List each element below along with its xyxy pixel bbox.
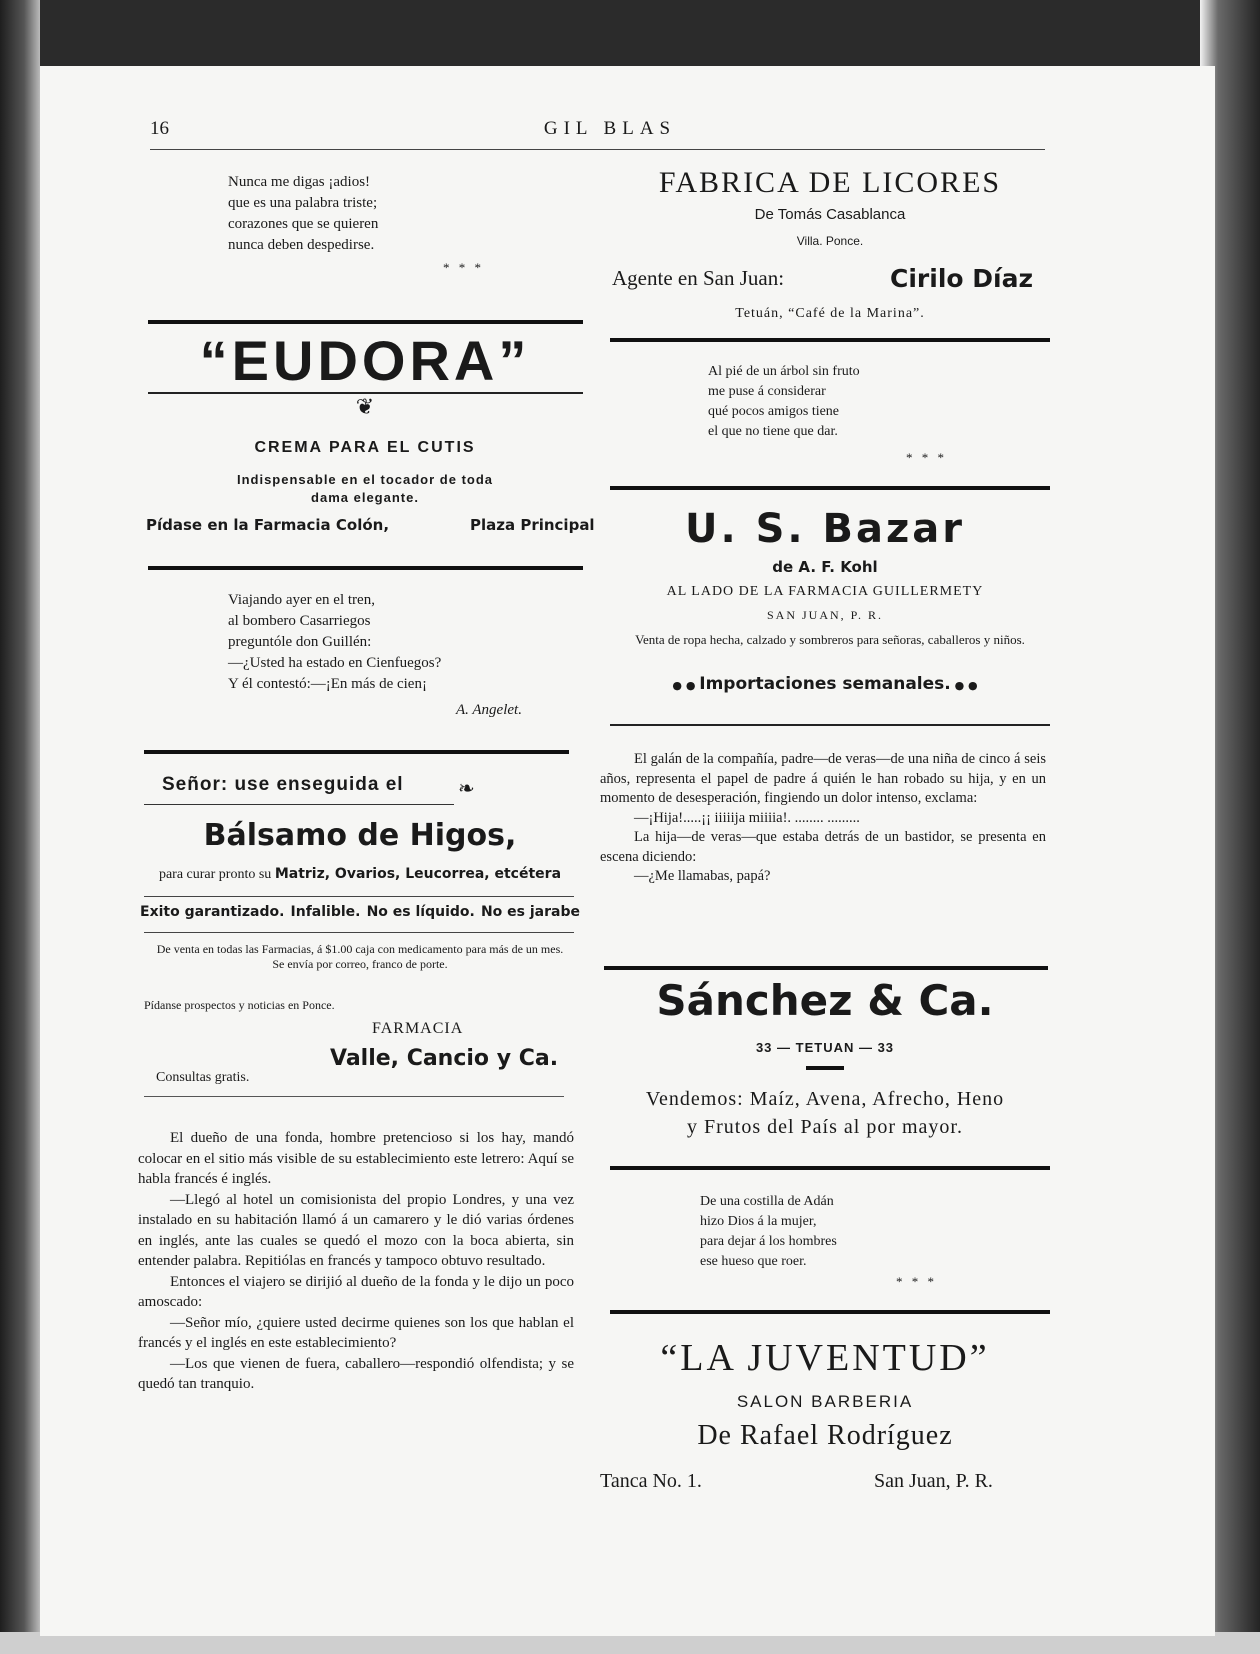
section-stars: * * *	[443, 260, 484, 275]
sanchez-line: y Frutos del País al por mayor.	[687, 1116, 963, 1138]
magazine-page	[40, 66, 1215, 1636]
anecdote-paragraph: La hija—de veras—que estaba detrás de un bastidor, se presenta en escena diciendo:	[600, 829, 1046, 865]
bazar-desc: Venta de ropa hecha, calzado y sombreros para señoras, caballeros y niños.	[635, 632, 1025, 647]
story-fonda	[138, 1128, 574, 1395]
bullet-icon: ● ●	[950, 679, 978, 692]
verse-line: Nunca me digas ¡adios!	[228, 174, 371, 190]
poem-adan	[700, 1192, 1020, 1272]
divider-rule	[610, 338, 1050, 342]
divider-rule	[144, 1096, 564, 1097]
verse-line: Al pié de un árbol sin fruto	[708, 364, 860, 379]
ornament-dash	[806, 1066, 844, 1070]
story-paragraph: —Los que vienen de fuera, caballero—respondió olfendista; y se quedó tan tranquio.	[138, 1355, 574, 1392]
section-stars: * * *	[896, 1274, 937, 1289]
verse-line: que es una palabra triste;	[228, 195, 378, 211]
balsamo-sale: De venta en todas las Farmacias, á $1.00 caja con medicamento para más de un mes. Se envía por correo, franco de porte.	[156, 942, 564, 971]
story-paragraph: —Llegó al hotel un comisionista del propio Londres, y una vez instalado en su habitación llamó á un camarero y le dió varias órdenes en inglés, ante las cuales se quedó el mozo con la boca abierta, sin entender palabra. Repitiólas en francés y tampoco obtuvo resultado.	[138, 1191, 574, 1269]
purpose-text: para curar pronto su	[158, 867, 272, 882]
claim: Exito garantizado.	[140, 904, 285, 920]
juventud-address: Tanca No. 1.	[600, 1470, 702, 1492]
scan-left-edge	[0, 0, 40, 1654]
poem-author: A. Angelet.	[456, 702, 522, 718]
anecdote-paragraph: —¿Me llamabas, papá?	[634, 868, 771, 884]
imports-text: Importaciones semanales.	[699, 674, 951, 694]
divider-rule	[144, 896, 574, 897]
poem-tren	[228, 590, 568, 695]
poem-arbol	[708, 362, 1028, 442]
eudora-where: Pídase en la Farmacia Colón,	[146, 516, 390, 534]
verse-line: De una costilla de Adán	[700, 1194, 834, 1209]
flourish-icon: ❧	[458, 778, 475, 800]
sanchez-address: 33 — TETUAN — 33	[755, 1040, 895, 1055]
balsamo-name: Bálsamo de Higos,	[203, 818, 517, 853]
section-stars: * * *	[906, 450, 947, 465]
eudora-title: “EUDORA”	[199, 329, 531, 392]
story-paragraph: El dueño de una fonda, hombre pretencioso si los hay, mandó colocar en el sitio más visible de su establecimiento este letrero: Aquí se habla francés é inglés.	[138, 1130, 574, 1187]
verse-line: al bombero Casarriegos	[228, 613, 371, 629]
eudora-line: dama elegante.	[311, 490, 419, 505]
divider-rule	[610, 724, 1050, 726]
verse-line: —¿Usted ha estado en Cienfuegos?	[228, 655, 442, 671]
ornament-icon: ❦	[355, 394, 375, 419]
eudora-line: Indispensable en el tocador de toda	[236, 472, 494, 487]
story-paragraph: —Señor mío, ¿quiere usted decirme quienes son los que hablan el francés y el inglés en este establecimiento?	[138, 1314, 574, 1351]
licores-title: FABRICA DE LICORES	[658, 166, 1002, 199]
agent-label: Agente en San Juan:	[612, 266, 785, 290]
anecdote-paragraph: El galán de la compañía, padre—de veras—de una niña de cinco á seis años, representa el papel de padre á quién le han robado su hija, y en un momento de desesperación, fingiendo un dolor intenso, exclama:	[600, 751, 1046, 806]
divider-rule	[610, 1166, 1050, 1170]
juventud-subtitle: SALON BARBERIA	[736, 1392, 914, 1411]
licores-address: Tetuán, “Café de la Marina”.	[735, 306, 925, 321]
divider-rule	[148, 566, 583, 570]
consult-note: Consultas gratis.	[156, 1070, 250, 1085]
verse-line: el que no tiene que dar.	[708, 424, 838, 439]
bazar-owner: de A. F. Kohl	[772, 558, 878, 576]
verse-line: qué pocos amigos tiene	[708, 404, 840, 419]
claim: Infalible.	[290, 904, 361, 920]
licores-owner: De Tomás Casablanca	[754, 206, 906, 223]
story-paragraph: Entonces el viajero se dirijió al dueño de la fonda y le dijo un poco amoscado:	[138, 1273, 574, 1310]
pharmacy-owners: Valle, Cancio y Ca.	[330, 1046, 559, 1071]
sanchez-line: Vendemos: Maíz, Avena, Afrecho, Heno	[645, 1088, 1005, 1110]
sanchez-title: Sánchez & Ca.	[656, 976, 994, 1025]
anecdote-galan	[600, 750, 1046, 887]
eudora-subtitle: CREMA PARA EL CUTIS	[254, 439, 476, 456]
scan-top-edge	[0, 0, 1240, 70]
claim: No es líquido.	[366, 904, 475, 920]
balsamo-purpose	[140, 866, 580, 883]
poem-adios	[228, 172, 548, 256]
bazar-imports	[600, 674, 1050, 694]
verse-line: ese hueso que roer.	[700, 1254, 807, 1269]
verse-line: para dejar á los hombres	[700, 1234, 837, 1249]
bazar-city: SAN JUAN, P. R.	[766, 608, 884, 622]
verse-line: me puse á considerar	[708, 384, 826, 399]
claim: No es jarabe	[480, 904, 580, 920]
bazar-title: U. S. Bazar	[684, 506, 965, 552]
verse-line: nunca deben despedirse.	[228, 237, 375, 253]
balsamo-intro: Señor: use enseguida el	[162, 774, 404, 795]
anecdote-paragraph: —¡Hija!.....¡¡ iiiiija miiiia!. ........ .........	[634, 809, 860, 826]
balsamo-prospectus: Pídanse prospectos y noticias en Ponce.	[144, 998, 335, 1012]
pharmacy-label: FARMACIA	[372, 1020, 464, 1037]
juventud-title: “LA JUVENTUD”	[660, 1337, 990, 1379]
page-number: 16	[150, 118, 169, 139]
verse-line: preguntóle don Guillén:	[228, 634, 372, 650]
divider-rule	[604, 966, 1048, 970]
verse-line: corazones que se quieren	[228, 216, 379, 232]
balsamo-claims	[140, 904, 580, 920]
divider-rule	[610, 1310, 1050, 1314]
header-rule	[150, 149, 1045, 150]
bullet-icon: ● ●	[672, 679, 700, 692]
agent-name: Cirilo Díaz	[890, 264, 1034, 293]
bazar-location: AL LADO DE LA FARMACIA GUILLERMETY	[666, 584, 984, 599]
verse-line: Viajando ayer en el tren,	[228, 592, 375, 608]
divider-rule	[144, 750, 569, 754]
juventud-city: San Juan, P. R.	[874, 1470, 993, 1492]
divider-rule	[144, 932, 574, 933]
divider-rule	[144, 804, 454, 805]
page-title: GIL BLAS	[543, 118, 677, 139]
licores-place: Villa. Ponce.	[796, 234, 864, 248]
verse-line: hizo Dios á la mujer,	[700, 1214, 817, 1229]
purpose-ailments: Matriz, Ovarios, Leucorrea, etcétera	[274, 866, 562, 882]
divider-rule	[610, 486, 1050, 490]
verse-line: Y él contestó:—¡En más de cien¡	[228, 676, 427, 692]
eudora-plaza: Plaza Principal	[470, 516, 595, 534]
juventud-owner: De Rafael Rodríguez	[697, 1420, 953, 1451]
divider-rule	[148, 320, 583, 324]
